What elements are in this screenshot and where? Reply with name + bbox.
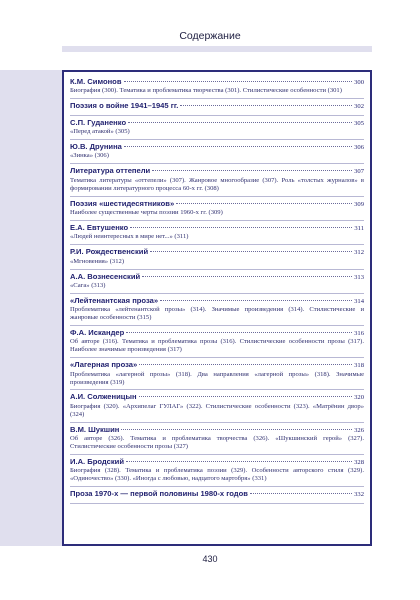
toc-entry-title: Ф.А. Искандер (70, 328, 125, 338)
toc-entry-page: 302 (354, 103, 364, 111)
toc-entry[interactable] (70, 489, 364, 503)
toc-entry-title: Поэзия о войне 1941–1945 гг. (70, 101, 179, 111)
toc-entry-heading (70, 118, 364, 128)
toc-entry-heading (70, 457, 364, 467)
dot-leader (152, 170, 352, 171)
toc-entry-description: Наиболее существенные черты поэзии 1960-х гг. (309) (70, 208, 223, 216)
toc-entry-description: «Мгновения» (312) (70, 257, 125, 265)
toc-entry-title: И.А. Бродский (70, 456, 124, 466)
toc-entry-heading (70, 272, 364, 282)
toc-entry-title: «Лейтенантская проза» (70, 295, 159, 305)
toc-entry-heading (70, 199, 364, 209)
toc-separator (70, 139, 364, 140)
toc-separator (70, 503, 364, 504)
dot-leader (250, 493, 352, 494)
toc-entry[interactable] (70, 199, 364, 221)
toc-entry[interactable] (70, 457, 364, 487)
toc-entry[interactable] (70, 392, 364, 422)
toc-separator (70, 422, 364, 423)
toc-entry-title: «Лагерная проза» (70, 360, 138, 370)
toc-entry-heading (70, 360, 364, 370)
toc-entry-description: Проблематика «лагерной прозы» (318). Два направления «лагерной прозы» (318). Значимые произведения (319) (70, 370, 364, 386)
toc-separator (70, 454, 364, 455)
dot-leader (139, 396, 353, 397)
toc-entry-description: Биография (328). Тематика и проблематика поэзии (329). Особенности авторского стиля (329). «Одиночество» (330). «Иногда с любовью, надцатого мартобря» (331) (70, 467, 364, 483)
toc-entry-description: Биография (320). «Архипелаг ГУЛАГ» (322). Стилистические особенности (323). «Матрёнин двор» (324) (70, 402, 364, 418)
page-header-title: Содержание (179, 30, 241, 42)
toc-entry[interactable] (70, 272, 364, 294)
toc-entry-heading (70, 425, 364, 435)
toc-entry-page: 305 (354, 119, 364, 127)
dot-leader (124, 146, 352, 147)
toc-entry-description: Биография (300). Тематика и проблематика творчества (301). Стилистические особенности (301) (70, 87, 342, 95)
toc-entry-title: Проза 1970-х — первой половины 1980-х годов (70, 489, 248, 499)
toc-entry-description: «Сага» (313) (70, 281, 106, 289)
toc-separator (70, 163, 364, 164)
toc-entry-title: Е.А. Евтушенко (70, 222, 129, 232)
toc-entry[interactable] (70, 142, 364, 164)
toc-separator (70, 196, 364, 197)
toc-entry[interactable] (70, 360, 364, 390)
toc-entry-page: 309 (354, 200, 364, 208)
toc-entry-title: Поэзия «шестидесятников» (70, 198, 175, 208)
toc-separator (70, 115, 364, 116)
dot-leader (121, 429, 352, 430)
toc-entry-page: 307 (354, 168, 364, 176)
toc-entry-description: Тематика литературы «оттепели» (307). Жанровое многообразие (307). Роль «толстых журналов» в формировании литературного процесса 60-х гг. (308) (70, 176, 364, 192)
toc-entry-title: Ю.В. Друнина (70, 142, 122, 152)
table-of-contents (62, 70, 372, 546)
toc-entry[interactable] (70, 77, 364, 99)
toc-separator (70, 269, 364, 270)
dot-leader (126, 461, 352, 462)
toc-entry-description: «Зинка» (306) (70, 152, 109, 160)
toc-entry-page: 313 (354, 273, 364, 281)
toc-entry-heading (70, 328, 364, 338)
toc-entry-page: 326 (354, 426, 364, 434)
dot-leader (139, 364, 352, 365)
toc-entry-heading (70, 223, 364, 233)
toc-entry-page: 314 (354, 297, 364, 305)
toc-separator (70, 325, 364, 326)
toc-separator (70, 486, 364, 487)
toc-entry-title: Р.И. Рождественский (70, 247, 149, 257)
toc-entry[interactable] (70, 101, 364, 115)
toc-entry[interactable] (70, 118, 364, 140)
toc-separator (70, 244, 364, 245)
toc-entry[interactable] (70, 166, 364, 196)
toc-entry-title: В.М. Шукшин (70, 424, 120, 434)
toc-separator (70, 220, 364, 221)
toc-entry-description: Проблематика «лейтенантской прозы» (314). Значимые произведения (314). Стилистические и жанровые особенности (315) (70, 306, 364, 322)
dot-leader (130, 227, 352, 228)
dot-leader (126, 332, 352, 333)
toc-entry-heading (70, 392, 364, 402)
toc-entry-title: А.А. Вознесенский (70, 271, 141, 281)
toc-entry-page: 328 (354, 458, 364, 466)
toc-entry-heading (70, 101, 364, 111)
toc-entry-page: 312 (354, 249, 364, 257)
dot-leader (160, 300, 352, 301)
dot-leader (128, 122, 352, 123)
toc-entry-heading (70, 166, 364, 176)
toc-entry-page: 311 (354, 224, 364, 232)
toc-entry-description: Об авторе (326). Тематика и проблематика творчества (326). «Шукшинский герой» (327). Стилистические особенности прозы (327) (70, 435, 364, 450)
toc-entry-title: С.П. Гуданенко (70, 117, 127, 127)
toc-entry-title: Литература оттепели (70, 166, 151, 176)
toc-entry-page: 300 (354, 79, 364, 86)
toc-separator (70, 389, 364, 390)
toc-separator (70, 98, 364, 99)
toc-entry-title: А.И. Солженицын (70, 392, 137, 402)
toc-entry-page: 318 (354, 362, 364, 370)
toc-entry-description: «Перед атакой» (305) (70, 128, 130, 136)
dot-leader (150, 251, 352, 252)
toc-list (70, 77, 364, 504)
header-rule (62, 46, 372, 52)
decorative-side-band (0, 70, 62, 546)
toc-entry-heading (70, 142, 364, 152)
toc-entry[interactable] (70, 328, 364, 358)
toc-entry[interactable] (70, 223, 364, 245)
toc-entry[interactable] (70, 247, 364, 269)
toc-separator (70, 293, 364, 294)
toc-entry-heading (70, 247, 364, 257)
toc-entry-page: 306 (354, 144, 364, 152)
toc-entry-heading (70, 489, 364, 499)
dot-leader (142, 276, 352, 277)
page-number: 430 (202, 554, 218, 564)
toc-entry-page: 332 (354, 491, 364, 499)
dot-leader (124, 81, 353, 82)
dot-leader (180, 105, 352, 106)
toc-entry-title: К.М. Симонов (70, 77, 122, 86)
toc-entry-description: «Людей неинтересных в мире нет...» (311) (70, 233, 189, 241)
toc-entry-heading (70, 77, 364, 87)
toc-separator (70, 357, 364, 358)
toc-entry-page: 316 (354, 330, 364, 338)
dot-leader (176, 203, 352, 204)
toc-entry-description: Об авторе (316). Тематика и проблематика прозы (316). Стилистические особенности прозы (317). Наиболее значимые произведения (317) (70, 338, 364, 354)
toc-entry-heading (70, 296, 364, 306)
toc-entry-page: 320 (354, 394, 364, 402)
toc-entry[interactable] (70, 296, 364, 326)
toc-entry[interactable] (70, 425, 364, 455)
